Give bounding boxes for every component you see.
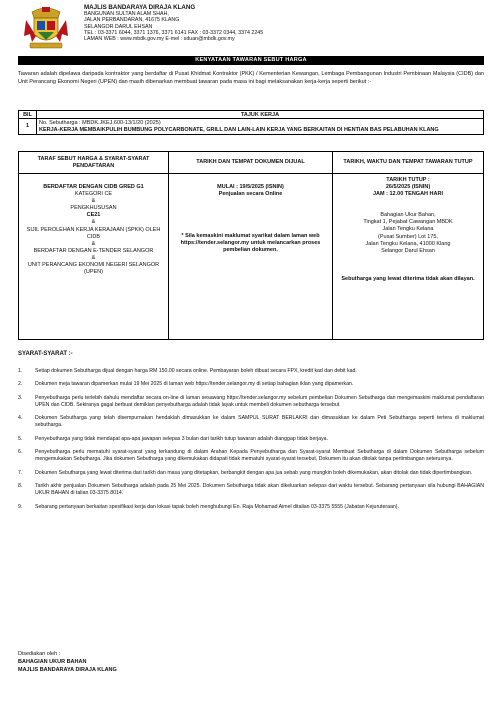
closing-address-line: Bahagian Ukur Bahan,	[380, 212, 436, 219]
requirement-text: Sebarang pertanyaan berkaitan spesifikasi kerja dan lokasi tapak boleh menghubungi En. Raja Mohamad Aimel ditalian 03-3375 5555 (Jabatan Kejuruteraan).	[35, 503, 399, 510]
upen-requirement: UNIT PERANCANG EKONOMI NEGERI SELANGOR (UPEN)	[27, 262, 160, 276]
requirement-item	[18, 395, 484, 410]
requirement-number: 4.	[18, 415, 23, 422]
mbdk-crest-logo	[22, 6, 70, 50]
row-number: 1	[19, 119, 37, 135]
document-sale-cell	[169, 174, 333, 340]
closing-address-line: (Pusat Sumber) Lot 175,	[378, 233, 438, 240]
closing-time: JAM : 12.00 TENGAH HARI	[373, 191, 443, 198]
category: KATEGORI CE	[74, 191, 113, 198]
requirements-list	[18, 368, 484, 511]
work-title-table	[18, 110, 484, 135]
col-bil-header: BIL	[19, 111, 37, 119]
update-company-note: * Sila kemaskini maklumat syarikat dalam laman web https://tender.selangor.my untuk melancarkan proses pembelian dokumen.	[180, 233, 321, 254]
requirement-number: 3.	[18, 394, 23, 401]
closing-address-line: Jalan Tengku Kelana, 41000 Klang	[365, 240, 451, 247]
requirement-text: Dokumen meja tawaran dipamerkan mulai 19 Mei 2025 di laman web https://tender.selangor.my di setiap bahagian iklan yang dipamerkan.	[35, 381, 354, 388]
late-submission-note: Sebutharga yang lewat diterima tidak akan dilayan.	[341, 275, 475, 282]
requirement-text: Penyebutharga yang tidak mendapat apa-apa jawapan selepas 3 bulan dari tarikh tutup tawaran adalah dianggap tidak berjaya.	[35, 435, 329, 442]
ampersand: &	[91, 254, 96, 261]
requirement-number: 9.	[18, 503, 23, 510]
closing-address-line: Selangor Darul Ehsan	[381, 247, 435, 254]
closing-address-line: Jalan Tengku Kelana	[382, 226, 434, 233]
requirement-text: Tarikh akhir penjualan Dokumen Sebutharga adalah pada 25 Mei 2025. Dokumen Sebutharga tidak akan dikeluarkan selepas dari waktu tersebut. Sebarang pertanyaan sila hubungi BAHAGIAN UKUR BAHAN di talian 03-3375 8014.	[35, 482, 484, 497]
quotation-reference: No. Sebutharga : MBDK.JKEJ.600-13/1/20 (2025)	[39, 120, 161, 126]
contact-line: TEL : 03-3371 6044, 3371 1376, 3371 6141 FAX : 03-3372 0344, 3374 2245	[84, 29, 264, 36]
requirement-number: 5.	[18, 435, 23, 442]
letterhead	[84, 5, 374, 42]
ampersand: &	[91, 240, 96, 247]
specialization-code: CE21	[86, 212, 101, 219]
requirement-text: Penyebutharga perlu terlebih dahulu mendaftar secara on-line di laman sesawang https://tender.selangor.my sebelum pembelian Dokumen Sebutharga dan mengemaskini maklumat pendaftaran UPEN dan CIDB. Sekiranya gagal berbuat demikian penyebutharga adalah tidak layak untuk membeli dokumen sebutharga tersebut.	[35, 394, 484, 408]
requirement-number: 7.	[18, 469, 23, 476]
requirement-item	[18, 504, 484, 511]
requirement-text: Setiap dokumen Sebutharga dijual dengan harga RM 150.00 secara online. Pembayaran boleh dibuat secara FPX, kredit kad dan debit kad.	[35, 368, 357, 374]
requirement-number: 6.	[18, 449, 23, 456]
requirement-number: 2.	[18, 381, 23, 388]
requirement-text: Dokumen Sebutharga yang telah disempurnakan hendaklah dimasukkan ke dalam SAMPUL SURAT BERLAKRI dan dimasukkan ke dalam Peti Sebutharga seperti tertera di maklumat sebutharga.	[35, 415, 484, 429]
web-email-line: LAMAN WEB : www.mbdk.gov.my E-mel : sduan@mbdk.gov.my	[84, 36, 235, 43]
notice-banner: KENYATAAN TAWARAN SEBUT HARGA	[18, 56, 484, 65]
address-line: SELANGOR DARUL EHSAN	[84, 23, 153, 30]
etender-requirement: BERDAFTAR DENGAN E-TENDER SELANGOR	[33, 247, 154, 254]
work-title: KERJA-KERJA MEMBAIKPULIH BUMBUNG POLYCARBONATE, GRILL DAN LAIN-LAIN KERJA YANG BERKAITAN DI HENTIAN BAS PELABUHAN KLANG	[39, 126, 439, 133]
specialization-label: PENGKHUSUSAN	[70, 205, 117, 212]
col-closing-header: TARIKH, WAKTU DAN TEMPAT TAWARAN TUTUP	[333, 152, 484, 174]
closing-date: 26/5/2025 (ISNIN)	[385, 184, 431, 191]
sale-method: Penjualan secara Online	[218, 191, 283, 198]
ampersand: &	[91, 198, 96, 205]
requirement-item	[18, 449, 484, 464]
requirement-number: 8.	[18, 482, 23, 489]
requirement-item	[18, 470, 484, 477]
intro-paragraph: Tawaran adalah dipelawa daripada kontraktor yang berdaftar di Pusat Khidmat Kontraktor (PKK) / Kementerian Kewangan, Lembaga Pembangunan Industri Pembinaan Malaysia (CIDB) dan Unit Perancang Ekonomi Negeri (UPEN) dan masih dibenarkan membuat tawaran pada masa ini bagi melaksanakan kerja-kerja seperti berikut :-	[18, 71, 484, 86]
signoff-block	[18, 651, 117, 674]
col-requirements-header: TARAF SEBUT HARGA & SYARAT-SYARAT PENDAFTARAN	[19, 152, 169, 174]
closing-address-line: Tingkat 1, Pejabat Cawangan MBDK	[363, 219, 453, 226]
col-sale-header: TARIKH DAN TEMPAT DOKUMEN DIJUAL	[169, 152, 333, 174]
signoff-department: BAHAGIAN UKUR BAHAN	[18, 658, 87, 665]
requirement-number: 1.	[18, 368, 23, 374]
requirement-item	[18, 483, 484, 498]
requirement-text: Penyebutharga perlu mematuhi syarat-syarat yang terkandung di dalam Arahan Kepada Penyebutharga dan Syarat-syarat Membuat Sebutharga di dalam Dokumen Sebutharga sebelum mengemukakan Sebutharga. Jika dokumen Sebutharga yang dikemukakan didapati tidak mematuhi syarat-syarat tersebut, Dokumen itu akan ditolak tanpa pertimbangan seterusnya.	[35, 449, 484, 463]
address-line: BANGUNAN SULTAN ALAM SHAH,	[84, 11, 169, 18]
requirement-item	[18, 436, 484, 443]
address-line: JALAN PERBANDARAN, 41675 KLANG	[84, 17, 180, 24]
closing-cell	[333, 174, 484, 340]
registration-requirements-cell	[19, 174, 169, 340]
closing-label: TARIKH TUTUP :	[386, 177, 430, 183]
spkk-requirement: SIJIL PEROLEHAN KERJA KERAJAAN (SPKK) OLEH CIDB	[26, 226, 161, 240]
cidb-grade: BERDAFTAR DENGAN CIDB GRED G1	[43, 184, 144, 190]
org-name: MAJLIS BANDARAYA DIRAJA KLANG	[84, 4, 196, 11]
signoff-organization: MAJLIS BANDARAYA DIRAJA KLANG	[18, 666, 117, 673]
requirement-item	[18, 368, 484, 375]
requirement-item	[18, 381, 484, 388]
requirement-item	[18, 415, 484, 430]
quotation-details-table	[18, 151, 484, 340]
sale-start-date: MULAI : 19/5/2025 (ISNIN)	[217, 184, 284, 190]
ampersand: &	[91, 219, 96, 226]
col-tajuk-header: TAJUK KERJA	[37, 111, 484, 119]
signoff-label: Disediakan oleh :	[18, 651, 61, 657]
requirements-title: SYARAT-SYARAT :-	[18, 351, 73, 357]
requirement-text: Dokumen Sebutharga yang lewat diterima dari tarikh dan masa yang ditetapkan, berbangkit dengan apa jua sebab yang mungkin boleh dikemukakan, akan ditolak dan tidak dipertimbangkan.	[35, 469, 473, 476]
work-title-cell	[37, 119, 484, 135]
